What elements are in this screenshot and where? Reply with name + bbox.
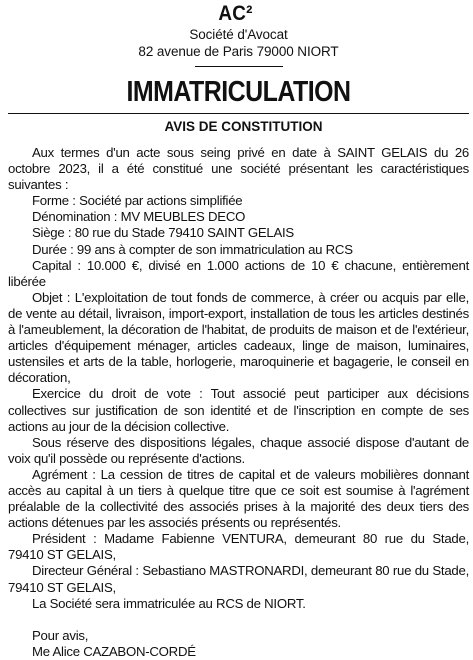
president-paragraph: Président : Madame Fabienne VENTURA, demeurant 80 rue du Stade, 79410 ST GELAIS,: [8, 531, 469, 563]
signoff: [8, 628, 469, 660]
general-director-paragraph: Directeur Général : Sebastiano MASTRONARDI, demeurant 80 rue du Stade, 79410 ST GELAIS,: [8, 563, 469, 595]
voting-paragraph: Exercice du droit de vote : Tout associé peut participer aux décisions collectives sur justification de son identité et de l'inscription en compte de ses actions au jour de la décision collective.: [8, 386, 469, 434]
firm-address: 82 avenue de Paris 79000 NIORT: [138, 44, 339, 59]
approval-paragraph: Agrément : La cession de titres de capital et de valeurs mobilières donnant accès au capital à un tiers à quelque titre que ce soit est soumise à l'agrément préalable de la collectivité des associés prises à la majorité des deux tiers des actions détenues par les associés présents ou représentés.: [8, 466, 469, 531]
title-divider: [8, 113, 469, 114]
notice-body: [8, 145, 469, 660]
name-line: Dénomination : MV MEUBLES DECO: [32, 209, 246, 225]
firm-name: Société d'Avocat: [189, 27, 288, 42]
votes-paragraph: Sous réserve des dispositions légales, chaque associé dispose d'autant de voix qu'il possède ou représente d'actions.: [8, 434, 469, 466]
seat-line: Siège : 80 rue du Stade 79410 SAINT GELAIS: [32, 225, 294, 241]
registration-line: La Société sera immatriculée au RCS de NIORT.: [32, 595, 306, 611]
notice-title: IMMATRICULATION: [126, 76, 351, 108]
firm-logo-text: AC²: [218, 2, 253, 25]
header-divider: [195, 66, 283, 67]
duration-line: Durée : 99 ans à compter de son immatriculation au RCS: [32, 241, 353, 257]
intro-paragraph: Aux termes d'un acte sous seing privé en date à SAINT GELAIS du 26 octobre 2023, il a été constitué une société présentant les caractéristiques suivantes :: [8, 145, 469, 193]
closing-line: Pour avis,: [32, 627, 89, 643]
capital-line: Capital : 10.000 €, divisé en 1.000 actions de 10 € chacune, entièrement libérée: [8, 257, 469, 289]
form-line: Forme : Société par actions simplifiée: [32, 193, 243, 209]
signer-line: Me Alice CAZABON-CORDÉ: [32, 643, 196, 659]
notice-subtitle: AVIS DE CONSTITUTION: [164, 119, 323, 134]
legal-notice: [8, 2, 469, 660]
purpose-paragraph: Objet : L'exploitation de tout fonds de commerce, à créer ou acquis par elle, de vente au détail, livraison, import-export, installation de tous les articles destinés à l'ameublement, la décoration de l'habitat, de produits de maison et de l'extérieur, articles d'équipement ménager, articles cadeaux, linge de maison, luminaires, ustensiles et arts de la table, horlogerie, maroquinerie et bagagerie, le conseil en décoration,: [8, 289, 469, 386]
